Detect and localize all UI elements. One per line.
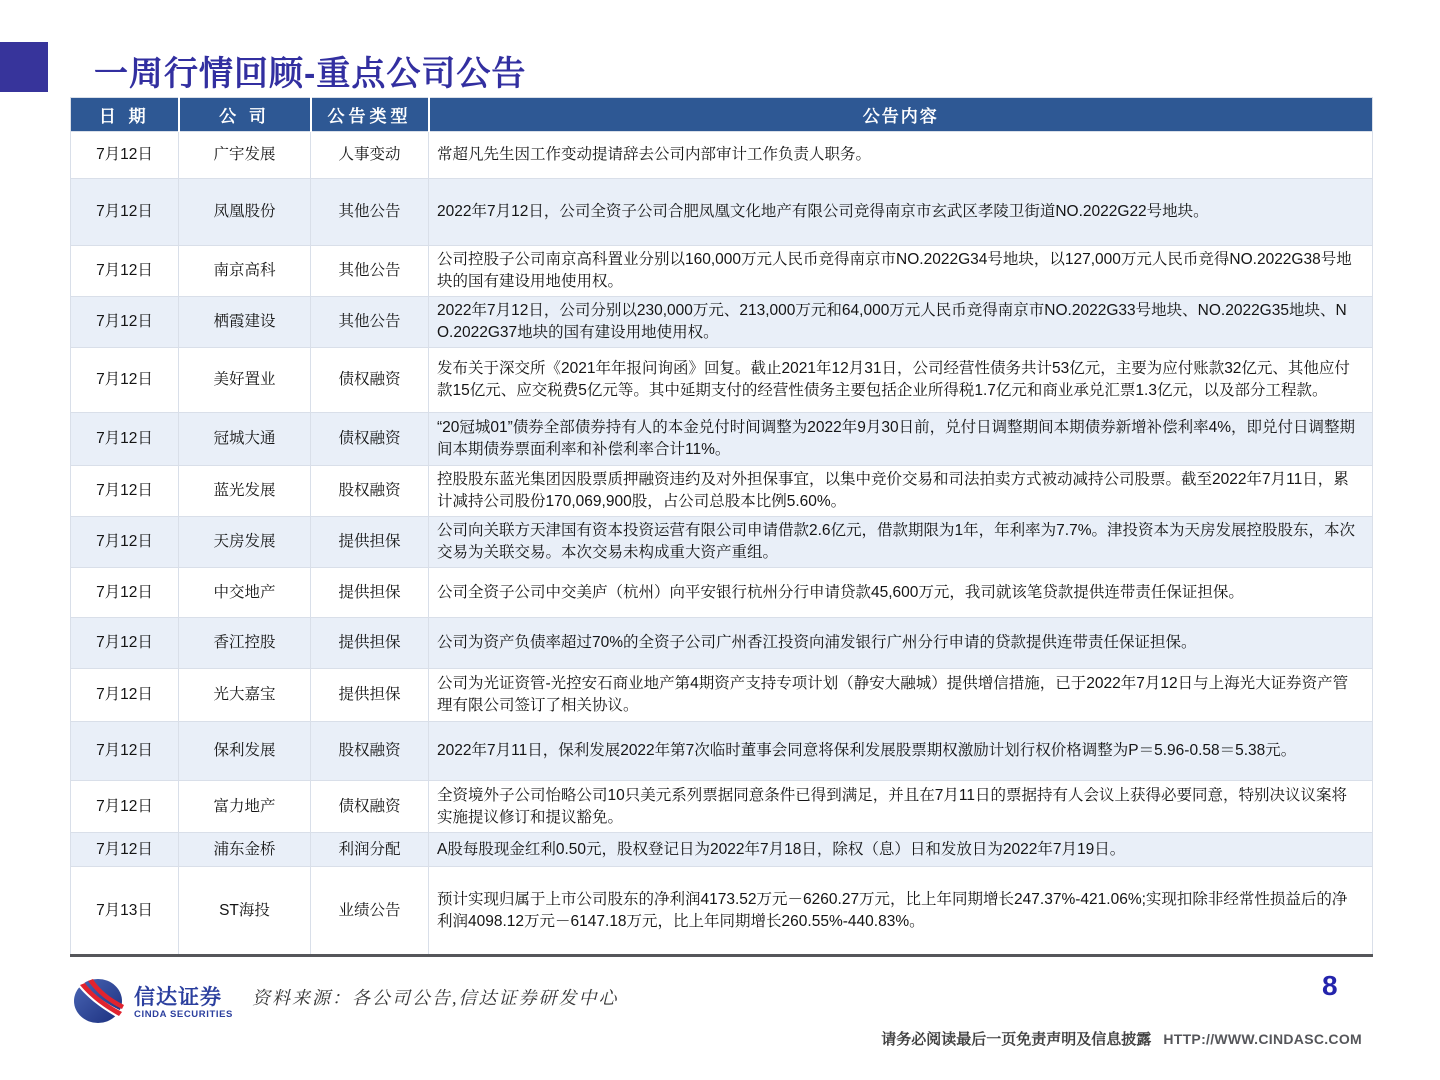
website-url: HTTP://WWW.CINDASC.COM bbox=[1163, 1031, 1362, 1047]
cell-date: 7月12日 bbox=[71, 618, 179, 669]
cell-date: 7月12日 bbox=[71, 722, 179, 781]
table-body bbox=[71, 132, 1373, 956]
cell-type: 提供担保 bbox=[311, 669, 429, 722]
header-content: 公告内容 bbox=[429, 98, 1373, 132]
cell-company: 凤凰股份 bbox=[179, 179, 311, 246]
cell-date: 7月12日 bbox=[71, 348, 179, 413]
announcements-table bbox=[70, 97, 1373, 957]
page-title: 一周行情回顾-重点公司公告 bbox=[94, 55, 527, 93]
cell-type: 提供担保 bbox=[311, 568, 429, 618]
cinda-logo-en: CINDA SECURITIES bbox=[134, 1009, 233, 1020]
cell-company: 保利发展 bbox=[179, 722, 311, 781]
table-row bbox=[71, 867, 1373, 956]
disclaimer-text: 请务必阅读最后一页免责声明及信息披露 bbox=[881, 1031, 1152, 1048]
cell-content: 全资境外子公司怡略公司10只美元系列票据同意条件已得到满足，并且在7月11日的票据持有人会议上获得必要同意，特别决议议案将实施提议修订和提议豁免。 bbox=[429, 781, 1373, 833]
cell-date: 7月12日 bbox=[71, 246, 179, 297]
cell-date: 7月12日 bbox=[71, 781, 179, 833]
cell-type: 股权融资 bbox=[311, 466, 429, 517]
cell-company: 蓝光发展 bbox=[179, 466, 311, 517]
cell-date: 7月12日 bbox=[71, 833, 179, 867]
table-row bbox=[71, 297, 1373, 348]
cell-type: 业绩公告 bbox=[311, 867, 429, 956]
table-row bbox=[71, 517, 1373, 568]
cell-type: 提供担保 bbox=[311, 517, 429, 568]
table-header bbox=[71, 98, 1373, 132]
cell-company: 天房发展 bbox=[179, 517, 311, 568]
cell-date: 7月12日 bbox=[71, 132, 179, 179]
cell-content: 2022年7月12日，公司分别以230,000万元、213,000万元和64,000万元人民币竞得南京市NO.2022G33号地块、NO.2022G35地块、NO.2022G37地块的国有建设用地使用权。 bbox=[429, 297, 1373, 348]
header-date: 日 期 bbox=[71, 98, 179, 132]
cell-content: 公司为光证资管-光控安石商业地产第4期资产支持专项计划（静安大融城）提供增信措施，已于2022年7月12日与上海光大证券资产管理有限公司签订了相关协议。 bbox=[429, 669, 1373, 722]
cinda-logo-text bbox=[134, 987, 233, 1020]
cell-content: 2022年7月11日，保利发展2022年第7次临时董事会同意将保利发展股票期权激励计划行权价格调整为P＝5.96-0.58＝5.38元。 bbox=[429, 722, 1373, 781]
announcements-table-wrap bbox=[70, 97, 1373, 957]
table-row bbox=[71, 348, 1373, 413]
cell-type: 利润分配 bbox=[311, 833, 429, 867]
table-row bbox=[71, 781, 1373, 833]
footer-disclaimer-line bbox=[881, 1028, 1362, 1049]
cell-company: 冠城大通 bbox=[179, 413, 311, 466]
header-company: 公 司 bbox=[179, 98, 311, 132]
cell-company: 香江控股 bbox=[179, 618, 311, 669]
cell-company: 南京高科 bbox=[179, 246, 311, 297]
cinda-logo-cn: 信达证券 bbox=[134, 986, 222, 1009]
cell-type: 债权融资 bbox=[311, 413, 429, 466]
cell-content: 公司控股子公司南京高科置业分别以160,000万元人民币竞得南京市NO.2022G34号地块，以127,000万元人民币竞得NO.2022G38号地块的国有建设用地使用权。 bbox=[429, 246, 1373, 297]
cell-date: 7月12日 bbox=[71, 517, 179, 568]
cell-type: 其他公告 bbox=[311, 297, 429, 348]
cell-date: 7月12日 bbox=[71, 179, 179, 246]
cell-content: 发布关于深交所《2021年年报问询函》回复。截止2021年12月31日，公司经营性债务共计53亿元，主要为应付账款32亿元、其他应付款15亿元、应交税费5亿元等。其中延期支付的经营性债务主要包括企业所得税1.7亿元和商业承兑汇票1.3亿元，以及部分工程款。 bbox=[429, 348, 1373, 413]
cell-company: 栖霞建设 bbox=[179, 297, 311, 348]
table-row bbox=[71, 466, 1373, 517]
cell-company: 浦东金桥 bbox=[179, 833, 311, 867]
cell-date: 7月12日 bbox=[71, 669, 179, 722]
cell-company: 中交地产 bbox=[179, 568, 311, 618]
cell-content: A股每股现金红利0.50元，股权登记日为2022年7月18日，除权（息）日和发放日为2022年7月19日。 bbox=[429, 833, 1373, 867]
cell-type: 人事变动 bbox=[311, 132, 429, 179]
cell-content: 常超凡先生因工作变动提请辞去公司内部审计工作负责人职务。 bbox=[429, 132, 1373, 179]
cell-company: 美好置业 bbox=[179, 348, 311, 413]
cinda-logo-icon bbox=[72, 976, 126, 1031]
cell-company: 光大嘉宝 bbox=[179, 669, 311, 722]
cell-company: 广宇发展 bbox=[179, 132, 311, 179]
cell-type: 其他公告 bbox=[311, 179, 429, 246]
table-row bbox=[71, 618, 1373, 669]
cell-date: 7月12日 bbox=[71, 297, 179, 348]
cell-date: 7月13日 bbox=[71, 867, 179, 956]
cell-content: 控股股东蓝光集团因股票质押融资违约及对外担保事宜，以集中竞价交易和司法拍卖方式被动减持公司股票。截至2022年7月11日，累计减持公司股份170,069,900股，占公司总股本比例5.60%。 bbox=[429, 466, 1373, 517]
table-row bbox=[71, 568, 1373, 618]
cell-date: 7月12日 bbox=[71, 568, 179, 618]
table-row bbox=[71, 132, 1373, 179]
cell-date: 7月12日 bbox=[71, 466, 179, 517]
header-type: 公告类型 bbox=[311, 98, 429, 132]
table-row bbox=[71, 669, 1373, 722]
cell-company: ST海投 bbox=[179, 867, 311, 956]
table-row bbox=[71, 179, 1373, 246]
cell-content: 公司为资产负债率超过70%的全资子公司广州香江投资向浦发银行广州分行申请的贷款提供连带责任保证担保。 bbox=[429, 618, 1373, 669]
cell-content: 2022年7月12日，公司全资子公司合肥凤凰文化地产有限公司竞得南京市玄武区孝陵卫街道NO.2022G22号地块。 bbox=[429, 179, 1373, 246]
cinda-logo bbox=[72, 976, 233, 1031]
cell-content: 公司全资子公司中交美庐（杭州）向平安银行杭州分行申请贷款45,600万元，我司就该笔贷款提供连带责任保证担保。 bbox=[429, 568, 1373, 618]
cell-content: “20冠城01”债券全部债券持有人的本金兑付时间调整为2022年9月30日前，兑付日调整期间本期债券新增补偿利率4%，即兑付日调整期间本期债券票面利率和补偿利率合计11%。 bbox=[429, 413, 1373, 466]
table-row bbox=[71, 413, 1373, 466]
cell-date: 7月12日 bbox=[71, 413, 179, 466]
cell-type: 债权融资 bbox=[311, 348, 429, 413]
cell-content: 预计实现归属于上市公司股东的净利润4173.52万元－6260.27万元，比上年同期增长247.37%-421.06%;实现扣除非经常性损益后的净利润4098.12万元－6147.18万元，比上年同期增长260.55%-440.83%。 bbox=[429, 867, 1373, 956]
cell-type: 其他公告 bbox=[311, 246, 429, 297]
table-row bbox=[71, 246, 1373, 297]
cell-type: 债权融资 bbox=[311, 781, 429, 833]
cell-type: 股权融资 bbox=[311, 722, 429, 781]
table-row bbox=[71, 722, 1373, 781]
table-row bbox=[71, 833, 1373, 867]
cell-company: 富力地产 bbox=[179, 781, 311, 833]
accent-square-decoration bbox=[0, 42, 48, 92]
source-note: 资料来源：各公司公告,信达证券研发中心 bbox=[252, 988, 619, 1008]
cell-content: 公司向关联方天津国有资本投资运营有限公司申请借款2.6亿元，借款期限为1年，年利率为7.7%。津投资本为天房发展控股股东，本次交易为关联交易。本次交易未构成重大资产重组。 bbox=[429, 517, 1373, 568]
page-number: 8 bbox=[1322, 970, 1338, 1001]
cell-type: 提供担保 bbox=[311, 618, 429, 669]
